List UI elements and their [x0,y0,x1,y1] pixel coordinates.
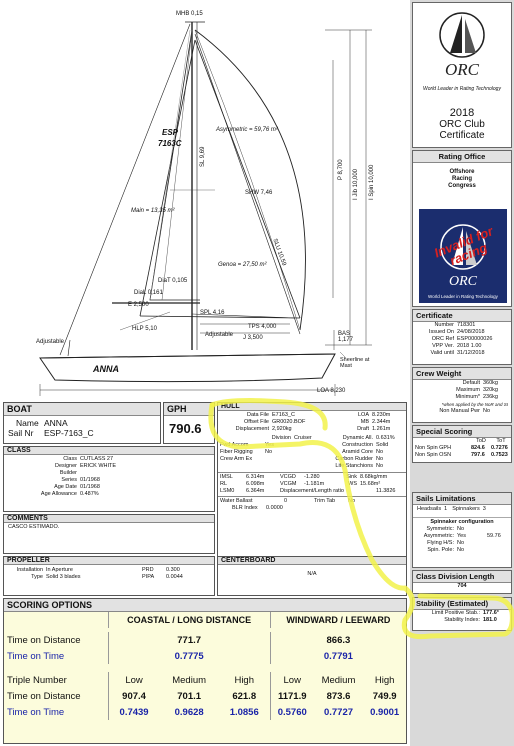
installation-value: In Aperture [46,567,73,573]
sail-plan-drawing [0,0,410,402]
designer-value: ERICK WHITE [80,463,117,469]
orc-logo-icon [432,9,492,81]
coastal-title: COASTAL / LONG DISTANCE [108,612,270,628]
class-value: CUTLASS 27 [80,456,114,462]
genoa-area-label: Genoa = 27,50 m² [218,262,267,268]
e-label: E 2,500 [128,302,149,308]
si-value: 181.0 [483,617,497,623]
boat-header: BOAT [4,403,160,416]
triple-tot-label: Time on Time [7,706,65,718]
gph-box [163,402,215,444]
stability-header: Stability (Estimated) [413,598,511,610]
division-value: Cruiser [294,435,312,441]
hull-header: HULL [218,403,406,411]
certificate-panel: Certificate Number 718301 Issued On 24/08/2018 ORC Ref ESP00000026 VPP Ver. 2018 1.00 Valid until 31/12/2018 [412,309,512,365]
centerboard-header: CENTERBOARD [218,557,406,565]
rl-row: RL 6.098m VCGM -1.181m WS 15.68m² [220,481,381,487]
cert-year: 2018 [449,107,475,119]
sl-label: SL 9,69 [200,146,206,167]
dial-label: DiaL 0,161 [134,290,163,296]
i-jib-label: I Jib 10,000 [353,168,359,200]
sails-limitations-panel: Sails Limitations Headsails 1 Spinnakers 3 Spinnaker configuration Symmetric: No Asymmetric: Yes 59.76 Flying H/S: No Spin. Pole: No [412,492,512,568]
tps-label: TPS 4,000 [248,324,277,330]
tot-label: Time on Time [7,650,65,662]
rating-office-panel: Rating Office Offshore Racing Congress ORC World Leader in Rating Technology Invalid for racing [412,150,512,307]
comments-text: CASCO ESTIMADO. [8,524,60,530]
crew-header: Crew Weight [413,368,511,380]
triple-label: Triple Number [7,674,67,686]
crew-note: *when applied by the NoR and SI [441,402,508,407]
crew-weight-panel: Crew Weight Default 360kg Maximum 320kg Minimum* 236kg *when applied by the NoR and SI Non Manual Pwr No [412,367,512,423]
cert-title-1: ORC Club [439,119,485,130]
division-label: Division [271,435,291,441]
scoring-table: COASTAL / LONG DISTANCE WINDWARD / LEEWARD Time on Distance 771.7 866.3 Time on Time 0.7775 0.7791 Triple Number Low Medium High Low Medium High Time on Distance 907.4 701.1 621.8 1171.9 873.6 749.9 Time on Time 0.7439 0.9628 1.0856 0.5760 0.7727 0.9001 [4,612,406,720]
coastal-tod: 771.7 [108,632,270,648]
sail-nr-label: Sail Nr [8,428,34,438]
scoring-options-box [3,598,407,744]
fiber-rigging-label: Fiber Rigging [220,449,253,455]
coastal-tot: 0.7775 [108,648,270,664]
loa-label: LOA 8,230 [317,388,346,394]
wl-tot: 0.7791 [270,648,406,664]
cert-issued: 24/08/2018 [457,329,485,335]
series-value: 01/1968 [80,477,100,483]
diat-label: DiaT 0,105 [158,278,188,284]
cert-number: 718301 [457,322,476,328]
centerboard-value: N/A [307,571,317,577]
wl-tod: 866.3 [270,632,406,648]
main-area-label: Main = 13,35 m² [131,208,175,214]
age-allowance-value: 0.487% [80,491,99,497]
triple-tod-label: Time on Distance [7,690,81,702]
spl-label: SPL 4,16 [200,310,225,316]
j-label: J 3,500 [243,335,263,341]
imsl-row: IMSL 6.314m VCGD -1.280 Sink 8.68kg/mm [220,474,388,480]
mhb-label: MHB 0,15 [176,11,203,17]
comments-box [3,514,215,554]
hull-box: HULL Data File E7163_C LOA 8.230m Offset File GR0020.BOF MB 2.344m Displacement 2,920kg Draft 1.261m Division Cruiser Dynamic All. 0.631% Fwd Accom Yes Construction Solid Fiber Rigging No Aramid Core No Crew Arm Ex Carbon Rudder No Life Stanchions No IMSL 6.314m VCGD -1.280 Sink 8.68kg/mm RL 6.098m VCGM -1.181m WS 15.68m² LSM0 6.364m Displacement/Length ratio 11.3826 Water Ballast 0 Trim Tab No BLR Index 0.0000 [217,402,407,562]
special-header: Special Scoring [413,426,511,438]
shw-label: SHW 7,46 [245,190,273,196]
lps-value: 177.6° [483,610,499,616]
badge-tagline: World Leader in Rating Technology [428,294,498,299]
class-header: CLASS [4,447,214,455]
class-division-panel [412,570,512,594]
lsm-row: LSM0 6.364m Displacement/Length ratio 11.3826 [220,488,396,494]
invalid-stamp: Invalid for racing [431,223,496,269]
cert-title-2: Certificate [439,130,485,141]
crew-arm-label: Crew Arm Ex [220,456,253,462]
svg-text:ORC: ORC [445,60,479,79]
gph-header: GPH [164,403,214,416]
hull-row-datafile: Data File E7163_C LOA 8.230m [246,412,391,418]
boat-box [3,402,161,444]
p-label: P 8,700 [338,159,344,180]
asymmetric-label: Asymmetric = 59,76 m² [216,127,278,133]
bas-label: BAS 1,177 [338,331,354,343]
comments-header: COMMENTS [4,515,214,523]
boat-name-label: Name [16,418,39,428]
orc-blue-badge [419,209,507,303]
special-scoring-panel: Special Scoring ToD ToT Non Spin GPH 824.6 0.7276 Non Spin OSN 797.6 0.7523 [412,425,512,463]
gph-value: 790.6 [169,421,202,436]
centerboard-box [217,556,407,596]
certificate-header: Certificate [413,310,511,322]
wl-title: WINDWARD / LEEWARD [270,612,406,628]
cert-ref: ESP00000026 [457,336,493,342]
slu-label: SLU 10,59 [271,238,287,267]
svg-text:ORC: ORC [449,274,477,289]
boat-name-drawing: ANNA [93,364,119,374]
orc-tagline: World Leader in Rating Technology [423,86,501,92]
propeller-type-value: Solid 3 blades [46,574,81,580]
rating-office-header: Rating Office [413,151,511,163]
hlp-label: HLP 5,10 [132,326,157,332]
cert-vpp: 2018 1.00 [457,343,482,349]
sail-nr-value: ESP-7163_C [44,428,94,438]
orc-logo-panel [412,2,512,148]
i-spin-label: I Spin 10,000 [369,164,375,200]
adjustable-label-1: Adjustable [36,339,65,345]
water-ballast-row: Water Ballast 0 Trim Tab No [220,498,356,504]
boat-name-value: ANNA [44,418,68,428]
hull-row-displacement: Displacement 2,920kg Draft 1.261m [235,426,391,432]
class-division-header: Class Division Length [413,571,511,583]
class-box: CLASS Class CUTLASS 27 Designer ERICK WHITE Builder Series 01/1968 Age Date 01/1968 Age Allowance 0.487% [3,446,215,512]
propeller-header: PROPELLER [4,557,214,565]
spin-config-title: Spinnaker configuration [430,519,494,525]
class-division-value: 704 [457,583,467,589]
blr-row: BLR Index 0.0000 [232,505,283,511]
scoring-header: SCORING OPTIONS [4,599,406,612]
tod-label: Time on Distance [7,634,81,646]
propeller-box: PROPELLER Installation In Aperture PRD 0.300 Type Solid 3 blades PIPA 0.0044 [3,556,215,596]
sheerline-label: Sheerline at Mast [340,357,370,369]
adjustable-label-2: Adjustable [205,332,234,338]
sail-id-label: ESP [162,128,179,137]
age-date-value: 01/1968 [80,484,100,490]
sails-header: Sails Limitations [413,493,511,505]
cert-valid: 31/12/2018 [457,350,485,356]
hull-row-offset: Offset File GR0020.BOF MB 2.344m [244,419,391,425]
fwd-accom-label: Fwd Accom [220,442,249,448]
sail-number-label: 7163C [158,139,182,148]
stability-panel: Stability (Estimated) Limit Positive Stab.: 177.6° Stability Index: 181.0 [412,597,512,631]
